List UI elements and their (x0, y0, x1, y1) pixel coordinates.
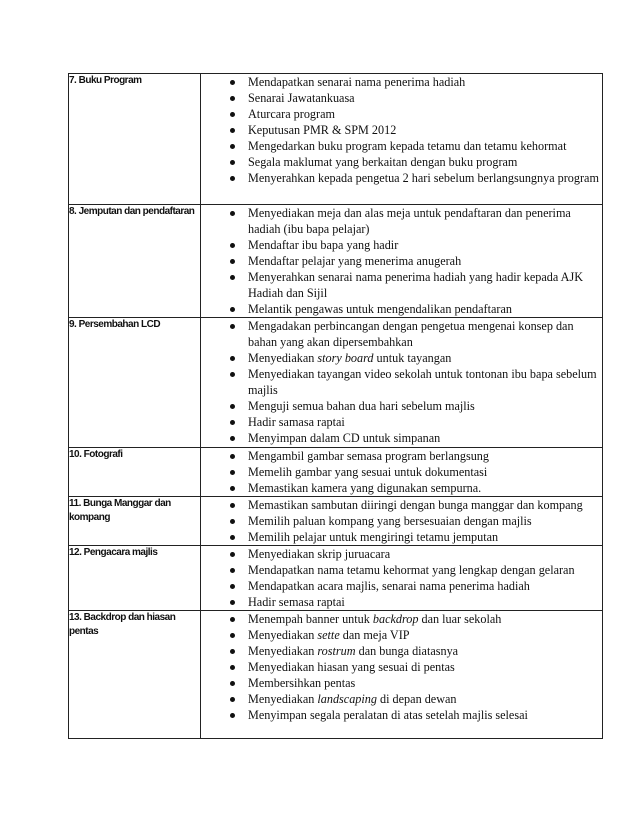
task-text: dan luar sekolah (418, 612, 502, 626)
table-row (69, 74, 603, 205)
list-item (201, 122, 602, 138)
task-text: dan bunga diatasnya (355, 644, 459, 658)
bullet-icon (230, 568, 235, 573)
list-item (201, 138, 602, 154)
bullet-icon (230, 275, 235, 280)
task-list-cell (201, 205, 603, 318)
task-text: Menyediakan (248, 628, 318, 642)
list-item (201, 675, 602, 691)
bullet-icon (230, 486, 235, 491)
bullet-icon (230, 307, 235, 312)
task-text: Mendapatkan acara majlis, senarai nama penerima hadiah (248, 579, 530, 593)
committee-duties-table (68, 73, 603, 739)
task-list (201, 448, 602, 496)
task-text: Menyediakan tayangan video sekolah untuk tontonan ibu bapa sebelum majlis (248, 367, 597, 397)
task-text: Membersihkan pentas (248, 676, 356, 690)
task-text: Menyediakan hiasan yang sesuai di pentas (248, 660, 455, 674)
task-text: Mendaftar ibu bapa yang hadir (248, 238, 399, 252)
task-text: Menyerahkan senarai nama penerima hadiah yang hadir kepada AJK Hadiah dan Sijil (248, 270, 584, 300)
list-item (201, 707, 602, 723)
bullet-icon (230, 356, 235, 361)
bullet-icon (230, 617, 235, 622)
bullet-icon (230, 552, 235, 557)
bullet-icon (230, 96, 235, 101)
list-item (201, 480, 602, 496)
task-list-cell (201, 448, 603, 497)
task-text: Mendaftar pelajar yang menerima anugerah (248, 254, 462, 268)
task-text: Menyediakan (248, 692, 318, 706)
bullet-icon (230, 160, 235, 165)
task-text: Mendapatkan nama tetamu kehormat yang lengkap dengan gelaran (248, 563, 575, 577)
task-list-cell (201, 546, 603, 611)
list-item (201, 414, 602, 430)
bullet-icon (230, 519, 235, 524)
list-item (201, 318, 602, 350)
list-item (201, 448, 602, 464)
bullet-icon (230, 697, 235, 702)
section-title: 7. Buku Program (69, 74, 201, 205)
list-item (201, 659, 602, 675)
task-text-italic: landscaping (317, 692, 377, 706)
list-item (201, 578, 602, 594)
list-item (201, 170, 602, 186)
list-item (201, 464, 602, 480)
bullet-icon (230, 404, 235, 409)
task-text: Menyediakan (248, 644, 318, 658)
list-item (201, 529, 602, 545)
bullet-icon (230, 436, 235, 441)
task-list-cell (201, 497, 603, 546)
list-item (201, 398, 602, 414)
bullet-icon (230, 665, 235, 670)
task-text: Aturcara program (248, 107, 335, 121)
section-title: 10. Fotografi (69, 448, 201, 497)
table-row (69, 611, 603, 739)
bullet-icon (230, 128, 235, 133)
section-title: 9. Persembahan LCD (69, 318, 201, 448)
task-text-italic: rostrum (317, 644, 356, 658)
section-title: 8. Jemputan dan pendaftaran (69, 205, 201, 318)
bullet-icon (230, 324, 235, 329)
task-text: Keputusan PMR & SPM 2012 (248, 123, 397, 137)
list-item (201, 237, 602, 253)
task-text-italic: backdrop (372, 612, 419, 626)
task-text: Menyimpan dalam CD untuk simpanan (248, 431, 441, 445)
task-list-cell (201, 611, 603, 739)
list-item (201, 594, 602, 610)
section-title: 13. Backdrop dan hiasan pentas (69, 611, 201, 739)
task-list (201, 318, 602, 446)
bullet-icon (230, 649, 235, 654)
list-item (201, 546, 602, 562)
list-item (201, 154, 602, 170)
task-list (201, 611, 602, 723)
list-item (201, 106, 602, 122)
bullet-icon (230, 259, 235, 264)
bullet-icon (230, 112, 235, 117)
bullet-icon (230, 681, 235, 686)
bullet-icon (230, 600, 235, 605)
bullet-icon (230, 470, 235, 475)
list-item (201, 430, 602, 446)
task-text: Memastikan sambutan diiringi dengan bunga manggar dan kompang (248, 498, 583, 512)
bullet-icon (230, 243, 235, 248)
task-list-cell (201, 318, 603, 448)
list-item (201, 350, 602, 366)
task-text-italic: sette (317, 628, 340, 642)
list-item (201, 301, 602, 317)
bullet-icon (230, 372, 235, 377)
bullet-icon (230, 80, 235, 85)
task-text: Memastikan kamera yang digunakan sempurna. (248, 481, 482, 495)
list-item (201, 562, 602, 578)
task-text: Memilih pelajar untuk mengiringi tetamu jemputan (248, 530, 499, 544)
task-text: Mengadakan perbincangan dengan pengetua mengenai konsep dan bahan yang akan dipersembahkan (248, 319, 574, 349)
task-text: Melantik pengawas untuk mengendalikan pendaftaran (248, 302, 512, 316)
bullet-icon (230, 454, 235, 459)
list-item (201, 643, 602, 659)
task-text: Mendapatkan senarai nama penerima hadiah (248, 75, 466, 89)
task-text: Menguji semua bahan dua hari sebelum majlis (248, 399, 475, 413)
bullet-icon (230, 176, 235, 181)
task-text: Menyediakan skrip juruacara (248, 547, 391, 561)
task-list (201, 497, 602, 545)
table-row (69, 497, 603, 546)
list-item (201, 205, 602, 237)
bullet-icon (230, 420, 235, 425)
task-text: dan meja VIP (339, 628, 410, 642)
bullet-icon (230, 211, 235, 216)
bullet-icon (230, 535, 235, 540)
task-text: Segala maklumat yang berkaitan dengan buku program (248, 155, 518, 169)
task-text: Memelih gambar yang sesuai untuk dokumentasi (248, 465, 488, 479)
task-list (201, 205, 602, 317)
task-text: Hadir samasa raptai (248, 415, 345, 429)
task-list (201, 546, 602, 610)
task-text: untuk tayangan (373, 351, 452, 365)
task-text-italic: story board (317, 351, 374, 365)
table-row (69, 318, 603, 448)
bullet-icon (230, 584, 235, 589)
table-row (69, 546, 603, 611)
task-list-cell (201, 74, 603, 205)
task-text: Menyerahkan kepada pengetua 2 hari sebelum berlangsungnya program (248, 171, 599, 185)
bullet-icon (230, 144, 235, 149)
bullet-icon (230, 503, 235, 508)
list-item (201, 691, 602, 707)
list-item (201, 366, 602, 398)
task-text: Senarai Jawatankuasa (248, 91, 355, 105)
task-text: Memilih paluan kompang yang bersesuaian dengan majlis (248, 514, 532, 528)
table-row (69, 205, 603, 318)
list-item (201, 513, 602, 529)
list-item (201, 74, 602, 90)
task-text: Menempah banner untuk (248, 612, 373, 626)
bullet-icon (230, 633, 235, 638)
list-item (201, 497, 602, 513)
task-text: Menyimpan segala peralatan di atas setelah majlis selesai (248, 708, 528, 722)
list-item (201, 611, 602, 627)
task-list (201, 74, 602, 186)
task-text: Mengedarkan buku program kepada tetamu dan tetamu kehormat (248, 139, 567, 153)
list-item (201, 253, 602, 269)
list-item (201, 90, 602, 106)
section-title: 11. Bunga Manggar dan kompang (69, 497, 201, 546)
table-row (69, 448, 603, 497)
task-text: di depan dewan (376, 692, 457, 706)
task-text: Hadir semasa raptai (248, 595, 345, 609)
list-item (201, 269, 602, 301)
task-text: Menyediakan meja dan alas meja untuk pendaftaran dan penerima hadiah (ibu bapa pelajar) (248, 206, 571, 236)
duty-table-body (69, 74, 603, 739)
task-text: Menyediakan (248, 351, 318, 365)
section-title: 12. Pengacara majlis (69, 546, 201, 611)
bullet-icon (230, 713, 235, 718)
task-text: Mengambil gambar semasa program berlangsung (248, 449, 489, 463)
list-item (201, 627, 602, 643)
